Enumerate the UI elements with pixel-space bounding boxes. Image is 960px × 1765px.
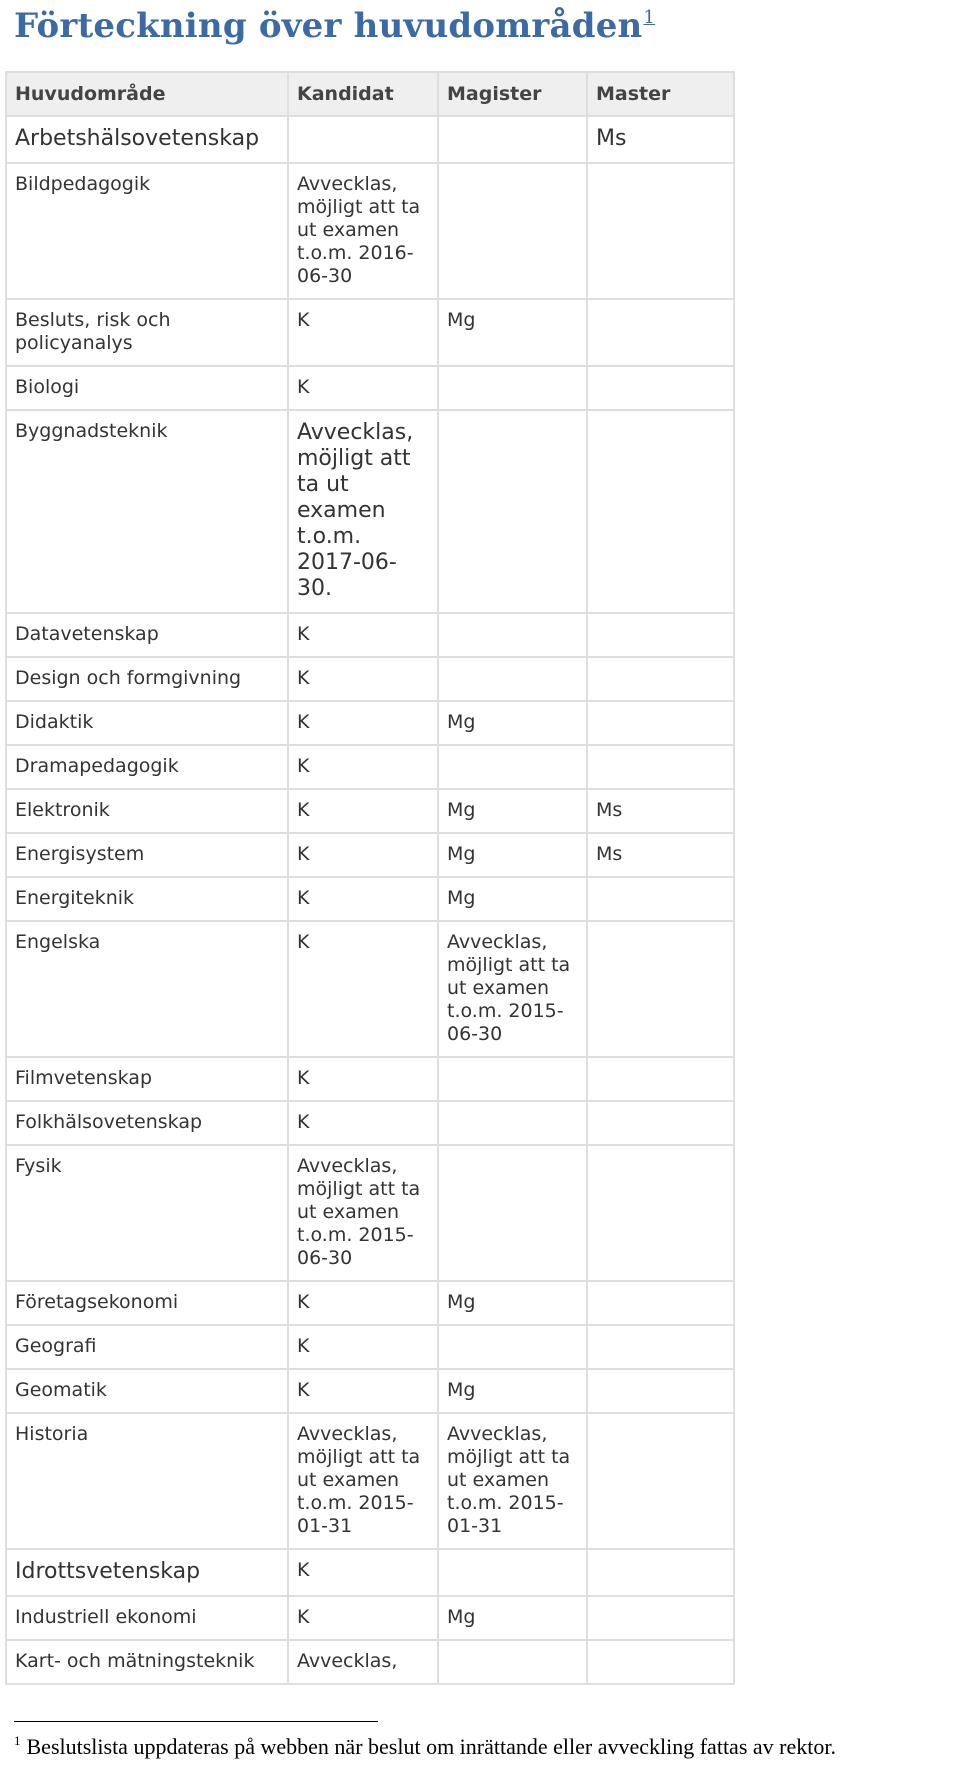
table-row	[6, 701, 734, 745]
kandidat-cell: Avvecklas, möjligt att ta ut examen t.o.m. 2015-06-30	[288, 1145, 438, 1281]
kandidat-cell: Avvecklas, möjligt att ta ut examen t.o.m. 2017-06-30.	[288, 410, 438, 613]
area-cell: Dramapedagogik	[6, 745, 288, 789]
master-cell: Ms	[587, 116, 734, 163]
area-cell: Biologi	[6, 366, 288, 410]
table-row	[6, 299, 734, 366]
footnote-divider	[14, 1721, 378, 1722]
table-row	[6, 1101, 734, 1145]
table-row	[6, 1281, 734, 1325]
table-row	[6, 657, 734, 701]
area-cell: Geografi	[6, 1325, 288, 1369]
header-row	[6, 72, 734, 116]
magister-cell: Avvecklas, möjligt att ta ut examen t.o.m. 2015-06-30	[438, 921, 587, 1057]
table-row	[6, 163, 734, 299]
magister-cell: Mg	[438, 701, 587, 745]
kandidat-cell: K	[288, 613, 438, 657]
table-row	[6, 877, 734, 921]
footnote-text: Beslutslista uppdateras på webben när beslut om inrättande eller avveckling fattas av rektor.	[26, 1734, 836, 1759]
magister-cell	[438, 745, 587, 789]
page-title	[14, 0, 655, 44]
area-cell: Filmvetenskap	[6, 1057, 288, 1101]
master-cell: Ms	[587, 789, 734, 833]
kandidat-cell: K	[288, 833, 438, 877]
kandidat-cell: K	[288, 1101, 438, 1145]
master-cell	[587, 1413, 734, 1549]
area-cell: Datavetenskap	[6, 613, 288, 657]
header-kandidat: Kandidat	[288, 72, 438, 116]
magister-cell: Mg	[438, 1596, 587, 1640]
table-row	[6, 116, 734, 163]
magister-cell	[438, 613, 587, 657]
table-row	[6, 921, 734, 1057]
master-cell	[587, 745, 734, 789]
kandidat-cell: K	[288, 1325, 438, 1369]
table-row	[6, 789, 734, 833]
magister-cell: Mg	[438, 1369, 587, 1413]
table-row	[6, 1596, 734, 1640]
magister-cell: Mg	[438, 789, 587, 833]
master-cell	[587, 1549, 734, 1596]
kandidat-cell: K	[288, 789, 438, 833]
area-cell: Geomatik	[6, 1369, 288, 1413]
magister-cell	[438, 657, 587, 701]
table-row	[6, 1057, 734, 1101]
magister-cell	[438, 1057, 587, 1101]
area-cell: Engelska	[6, 921, 288, 1057]
area-cell: Företagsekonomi	[6, 1281, 288, 1325]
magister-cell: Mg	[438, 299, 587, 366]
kandidat-cell: Avvecklas,	[288, 1640, 438, 1684]
master-cell	[587, 877, 734, 921]
header-magister: Magister	[438, 72, 587, 116]
magister-cell	[438, 410, 587, 613]
area-cell: Besluts, risk och policyanalys	[6, 299, 288, 366]
master-cell	[587, 613, 734, 657]
table-row	[6, 1549, 734, 1596]
master-cell	[587, 1145, 734, 1281]
area-cell: Bildpedagogik	[6, 163, 288, 299]
kandidat-cell	[288, 116, 438, 163]
master-cell	[587, 1101, 734, 1145]
master-cell	[587, 366, 734, 410]
master-cell	[587, 1369, 734, 1413]
magister-cell	[438, 163, 587, 299]
area-cell: Folkhälsovetenskap	[6, 1101, 288, 1145]
area-cell: Byggnadsteknik	[6, 410, 288, 613]
master-cell	[587, 921, 734, 1057]
area-cell: Energisystem	[6, 833, 288, 877]
kandidat-cell: K	[288, 1057, 438, 1101]
magister-cell	[438, 1325, 587, 1369]
footnote	[14, 1733, 836, 1760]
kandidat-cell: K	[288, 877, 438, 921]
kandidat-cell: K	[288, 1596, 438, 1640]
kandidat-cell: K	[288, 657, 438, 701]
area-cell: Kart- och mätningsteknik	[6, 1640, 288, 1684]
magister-cell: Avvecklas, möjligt att ta ut examen t.o.m. 2015-01-31	[438, 1413, 587, 1549]
magister-cell	[438, 1640, 587, 1684]
kandidat-cell: K	[288, 1369, 438, 1413]
main-subject-table	[5, 71, 735, 1685]
magister-cell: Mg	[438, 833, 587, 877]
magister-cell: Mg	[438, 877, 587, 921]
area-cell: Industriell ekonomi	[6, 1596, 288, 1640]
area-cell: Idrottsvetenskap	[6, 1549, 288, 1596]
area-cell: Elektronik	[6, 789, 288, 833]
magister-cell	[438, 366, 587, 410]
table-row	[6, 833, 734, 877]
kandidat-cell: K	[288, 299, 438, 366]
magister-cell	[438, 116, 587, 163]
table-row	[6, 410, 734, 613]
page-title-text: Förteckning över huvudområden	[14, 6, 643, 46]
kandidat-cell: K	[288, 1549, 438, 1596]
magister-cell: Mg	[438, 1281, 587, 1325]
master-cell	[587, 1057, 734, 1101]
master-cell	[587, 1640, 734, 1684]
kandidat-cell: Avvecklas, möjligt att ta ut examen t.o.m. 2016-06-30	[288, 163, 438, 299]
kandidat-cell: K	[288, 745, 438, 789]
master-cell	[587, 1281, 734, 1325]
table-row	[6, 1145, 734, 1281]
area-cell: Design och formgivning	[6, 657, 288, 701]
kandidat-cell: K	[288, 701, 438, 745]
master-cell: Ms	[587, 833, 734, 877]
table-row	[6, 745, 734, 789]
kandidat-cell: K	[288, 1281, 438, 1325]
master-cell	[587, 299, 734, 366]
master-cell	[587, 1325, 734, 1369]
area-cell: Fysik	[6, 1145, 288, 1281]
table-row	[6, 1640, 734, 1684]
master-cell	[587, 701, 734, 745]
footnote-marker: 1	[14, 1733, 21, 1748]
area-cell: Didaktik	[6, 701, 288, 745]
table-row	[6, 1413, 734, 1549]
table-row	[6, 366, 734, 410]
magister-cell	[438, 1101, 587, 1145]
area-cell: Energiteknik	[6, 877, 288, 921]
master-cell	[587, 1596, 734, 1640]
master-cell	[587, 410, 734, 613]
kandidat-cell: Avvecklas, möjligt att ta ut examen t.o.m. 2015-01-31	[288, 1413, 438, 1549]
kandidat-cell: K	[288, 366, 438, 410]
header-master: Master	[587, 72, 734, 116]
table-row	[6, 1325, 734, 1369]
master-cell	[587, 657, 734, 701]
magister-cell	[438, 1549, 587, 1596]
footnote-reference-link[interactable]: 1	[643, 7, 656, 28]
header-huvudomrade: Huvudområde	[6, 72, 288, 116]
master-cell	[587, 163, 734, 299]
area-cell: Historia	[6, 1413, 288, 1549]
magister-cell	[438, 1145, 587, 1281]
table-row	[6, 1369, 734, 1413]
area-cell: Arbetshälsovetenskap	[6, 116, 288, 163]
table-row	[6, 613, 734, 657]
kandidat-cell: K	[288, 921, 438, 1057]
table-body	[6, 116, 734, 1684]
